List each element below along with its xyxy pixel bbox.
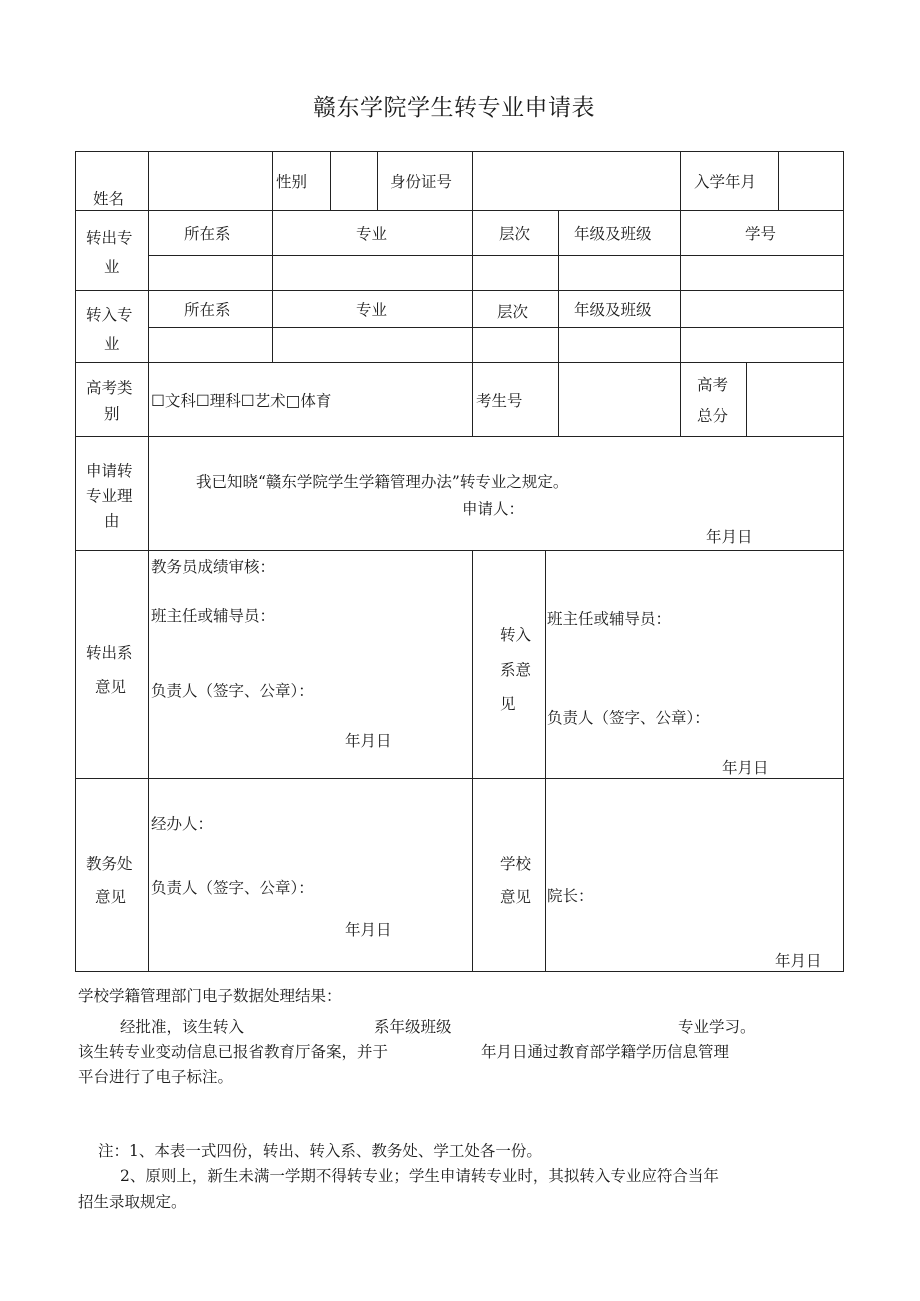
table-left-border <box>75 151 76 972</box>
exam-type-checkboxes[interactable]: ☐文科☐理科☐艺术□体育 <box>151 392 332 410</box>
in-dept-opinion-label-cont: 系意 <box>500 661 532 679</box>
page-title: 赣东学院学生转专业申请表 <box>313 95 595 121</box>
exam-number-label: 考生号 <box>476 392 523 410</box>
out-advisor-label: 班主任或辅导员： <box>151 607 276 625</box>
in-extra-field[interactable] <box>682 292 842 361</box>
applicant-signature-label: 申请人： <box>462 500 525 518</box>
cell-divider <box>558 362 559 437</box>
in-dept-field[interactable] <box>150 329 271 361</box>
row-divider <box>75 362 844 363</box>
out-student-no-field[interactable] <box>682 257 842 289</box>
in-dept-opinion-label-end: 见 <box>500 695 516 713</box>
sub-row-divider <box>148 255 844 256</box>
exam-type-label: 高考类 <box>86 379 133 397</box>
president-signature-label: 院长： <box>547 887 594 905</box>
note-1: 注：1、本表一式四份，转出、转入系、教务处、学工处各一份。 <box>98 1142 542 1160</box>
in-grade-class-header: 年级及班级 <box>574 301 652 319</box>
cell-divider <box>746 362 747 437</box>
in-dept-header: 所在系 <box>184 301 231 319</box>
school-opinion-label-cont: 意见 <box>500 888 532 906</box>
transfer-out-label-cont: 业 <box>104 258 120 276</box>
cell-divider <box>472 210 473 363</box>
in-dept-date: 年月日 <box>722 759 769 777</box>
out-dept-header: 所在系 <box>184 225 231 243</box>
table-right-border <box>843 151 844 972</box>
exam-score-label-cont: 总分 <box>697 407 729 425</box>
in-major-header: 专业 <box>356 301 388 319</box>
reason-statement: 我已知晓“赣东学院学生学籍管理办法”转专业之规定。 <box>196 473 569 491</box>
exam-score-label: 高考 <box>697 376 729 394</box>
cell-divider <box>472 151 473 211</box>
reason-label-cont: 专业理 <box>86 487 133 505</box>
cell-divider <box>472 362 473 437</box>
out-head-signature-label: 负责人（签字、公章）： <box>151 682 314 700</box>
in-advisor-label: 班主任或辅导员： <box>547 610 672 628</box>
enroll-date-label: 入学年月 <box>694 173 757 191</box>
reason-date: 年月日 <box>706 528 753 546</box>
note-2-cont: 招生录取规定。 <box>78 1193 187 1211</box>
academic-office-date: 年月日 <box>345 921 392 939</box>
in-level-field[interactable] <box>474 329 557 361</box>
office-head-signature-label: 负责人（签字、公章）： <box>151 879 314 897</box>
row-divider <box>75 290 844 291</box>
school-opinion-label: 学校 <box>500 855 532 873</box>
out-level-header: 层次 <box>499 225 531 243</box>
approval-text-part2: 系年级班级 <box>374 1018 452 1036</box>
transfer-in-label-cont: 业 <box>104 335 120 353</box>
name-field[interactable] <box>150 153 271 209</box>
gender-field[interactable] <box>332 153 376 209</box>
out-student-no-header: 学号 <box>745 225 777 243</box>
transfer-in-label: 转入专 <box>86 306 133 324</box>
gender-label: 性别 <box>276 173 308 191</box>
enroll-date-field[interactable] <box>780 153 842 209</box>
in-head-signature-label: 负责人（签字、公章）： <box>547 709 710 727</box>
exam-score-field[interactable] <box>748 364 842 435</box>
reason-label-end: 由 <box>104 512 120 530</box>
name-label: 姓名 <box>93 190 125 208</box>
cell-divider <box>778 151 779 211</box>
record-text-part2: 年月日通过教育部学籍学历信息管理 <box>481 1043 730 1061</box>
exam-number-field[interactable] <box>560 364 679 435</box>
id-number-label: 身份证号 <box>390 173 453 191</box>
academic-office-label-cont: 意见 <box>95 888 127 906</box>
cell-divider <box>472 550 473 972</box>
school-opinion-date: 年月日 <box>775 952 822 970</box>
out-major-field[interactable] <box>274 257 471 289</box>
in-level-header: 层次 <box>497 303 529 321</box>
cell-divider <box>272 210 273 363</box>
cell-divider <box>680 151 681 211</box>
out-grade-class-header: 年级及班级 <box>574 225 652 243</box>
in-major-field[interactable] <box>274 329 471 361</box>
row-divider <box>75 210 844 211</box>
handler-label: 经办人： <box>151 815 214 833</box>
exam-type-label-cont: 别 <box>104 405 120 423</box>
table-bottom-border <box>75 971 844 972</box>
reason-label: 申请转 <box>86 462 133 480</box>
out-dept-date: 年月日 <box>345 732 392 750</box>
in-grade-class-field[interactable] <box>560 329 679 361</box>
row-divider <box>75 778 844 779</box>
row-divider <box>75 436 844 437</box>
approval-text-part1: 经批准，该生转入 <box>120 1018 245 1036</box>
grades-review-label: 教务员成绩审核： <box>151 558 276 576</box>
label-column-divider <box>148 151 149 972</box>
out-dept-opinion-label: 转出系 <box>86 644 133 662</box>
cell-divider <box>330 151 331 211</box>
note-2: 2、原则上，新生未满一学期不得转专业；学生申请转专业时，其拟转入专业应符合当年 <box>120 1167 719 1185</box>
transfer-out-label: 转出专 <box>86 229 133 247</box>
id-number-field[interactable] <box>474 153 679 209</box>
result-heading: 学校学籍管理部门电子数据处理结果： <box>78 987 342 1005</box>
record-text-part1: 该生转专业变动信息已报省教育厅备案，并于 <box>78 1043 389 1061</box>
cell-divider <box>272 151 273 211</box>
cell-divider <box>377 151 378 211</box>
table-top-border <box>75 151 844 152</box>
cell-divider <box>558 210 559 363</box>
out-dept-field[interactable] <box>150 257 271 289</box>
in-dept-opinion-label: 转入 <box>500 626 532 644</box>
out-major-header: 专业 <box>356 225 388 243</box>
cell-divider <box>545 550 546 972</box>
out-level-field[interactable] <box>474 257 557 289</box>
cell-divider <box>680 210 681 363</box>
row-divider <box>75 550 844 551</box>
out-dept-opinion-label-cont: 意见 <box>95 678 127 696</box>
out-grade-class-field[interactable] <box>560 257 679 289</box>
cell-divider <box>680 362 681 437</box>
academic-office-label: 教务处 <box>86 855 133 873</box>
approval-text-part3: 专业学习。 <box>678 1018 756 1036</box>
record-text-part3: 平台进行了电子标注。 <box>78 1068 234 1086</box>
